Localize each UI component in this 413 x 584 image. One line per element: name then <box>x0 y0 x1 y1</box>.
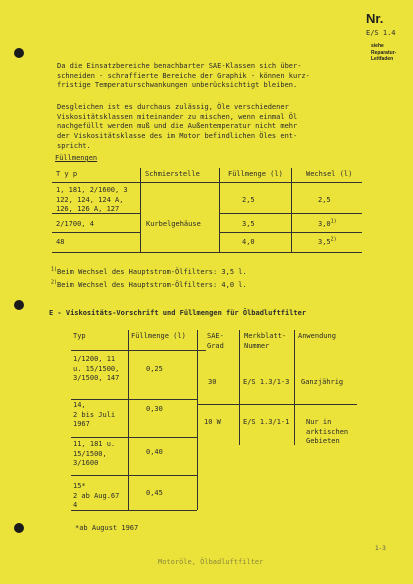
fill-footnote-1 <box>51 268 247 278</box>
punch-hole-bottom <box>14 523 24 533</box>
visc-row-4-menge: 0,45 <box>146 489 163 497</box>
visc-header-rule <box>71 350 206 351</box>
punch-hole-middle <box>14 300 24 310</box>
visc-header-anwendung: Anwendung <box>298 332 336 340</box>
fill-row-rule <box>52 232 140 233</box>
visc-group-1-anwendung: Ganzjährig <box>301 378 344 386</box>
footnote-mark: 1) <box>51 266 58 273</box>
visc-row-1-menge: 0,25 <box>146 365 163 373</box>
fill-bottom-rule <box>52 252 362 253</box>
fill-header-typ: T y p <box>56 170 78 178</box>
visc-header-fuellmenge: Füllmenge (l) <box>131 332 186 340</box>
visc-group-rule <box>197 404 357 405</box>
visc-row-1-typ: 1/1200, 11 u. 15/1500, 3/1500, 147 <box>73 355 120 382</box>
visc-col-rule <box>128 330 129 510</box>
visc-col-rule <box>294 330 295 445</box>
fill-col-rule <box>291 168 292 252</box>
intro-paragraph-2: Desgleichen ist es durchaus zulässig, Öle verschiedener Viskositätsklassen miteinander zu mischen, wenn einmal Öl nachgefüllt werden muß und die Außentemperatur nicht mehr der Viskositätsklasse des im Motor befindlichen Öles ent- spricht. <box>57 103 298 150</box>
fill-row-2-wechsel-value: 3,0 <box>318 220 331 228</box>
section-e-title: E - Viskositäts-Vorschrift und Füllmengen für Ölbadluftfilter <box>49 309 307 317</box>
fill-header-fuellmenge: Füllmenge (l) <box>228 170 283 178</box>
fill-col-rule <box>219 168 220 252</box>
fill-table-title: Füllmengen <box>55 154 98 162</box>
intro-paragraph-1: Da die Einsatzbereiche benachbarter SAE-Klassen sich über- schneiden - schraffierte Bereiche der Graphik - können kurz- fristige Temperaturschwankungen unberücksichtigt bleiben. <box>57 62 310 90</box>
fill-row-1-menge: 2,5 <box>242 196 255 204</box>
fill-row-3-menge: 4,0 <box>242 238 255 246</box>
visc-row-2-menge: 0,30 <box>146 405 163 413</box>
fill-header-rule <box>52 182 362 183</box>
fill-row-2-wechsel <box>318 220 337 230</box>
visc-header-typ: Typ <box>73 332 86 340</box>
fill-row-2-typ: 2/1700, 4 <box>56 220 94 228</box>
visc-row-4-typ: 15* 2 ab Aug.67 4 <box>73 482 120 509</box>
visc-row-rule <box>71 399 197 400</box>
fill-header-schmierstelle: Schmierstelle <box>145 170 200 178</box>
footer-title: Motoröle, Ölbadluftfilter <box>158 558 264 566</box>
footnote-mark: 2) <box>51 279 58 286</box>
fill-header-wechsel: Wechsel (l) <box>306 170 353 178</box>
fill-row-3-wechsel-value: 3,5 <box>318 238 331 246</box>
visc-header-merkblatt: Merkblatt- Nummer <box>244 332 287 350</box>
fill-row-3-typ: 48 <box>56 238 65 246</box>
footnote-text: Beim Wechsel des Hauptstrom-Ölfilters: 4,0 l. <box>57 281 247 289</box>
visc-header-sae: SAE- Grad <box>207 332 224 350</box>
footnote-mark: 2) <box>330 236 337 243</box>
visc-group-1-sae: 30 <box>208 378 217 386</box>
margin-note: siehe Reparatur- Leitfaden <box>371 43 397 62</box>
visc-group-1-merkblatt: E/S 1.3/1-3 <box>243 378 290 386</box>
footnote-mark: 1) <box>330 218 337 225</box>
visc-row-2-typ: 14, 2 bis Juli 1967 <box>73 401 116 428</box>
visc-col-rule <box>239 330 240 445</box>
visc-footnote: *ab August 1967 <box>75 524 139 532</box>
visc-row-3-menge: 0,40 <box>146 448 163 456</box>
visc-group-2-merkblatt: E/S 1.3/1-1 <box>243 418 290 426</box>
fill-row-3-wechsel <box>318 238 337 248</box>
fill-footnote-2 <box>51 281 247 291</box>
fill-row-1-wechsel: 2,5 <box>318 196 331 204</box>
nr-label: Nr. <box>366 11 384 26</box>
visc-group-2-anwendung: Nur in arktischen Gebieten <box>306 418 349 445</box>
visc-row-3-typ: 11, 181 u. 15/1500, 3/1600 <box>73 440 116 467</box>
fill-row-2-menge: 3,5 <box>242 220 255 228</box>
footnote-text: Beim Wechsel des Hauptstrom-Ölfilters: 3,5 l. <box>57 268 247 276</box>
visc-group-2-sae: 10 W <box>204 418 221 426</box>
document-ref: E/S 1.4 <box>366 29 396 37</box>
visc-row-rule <box>71 475 197 476</box>
fill-row-2-stelle: Kurbelgehäuse <box>146 220 201 228</box>
page-number: 1-3 <box>375 545 386 552</box>
visc-col-rule <box>197 330 198 510</box>
fill-col-rule <box>140 168 141 252</box>
fill-row-1-typ: 1, 181, 2/1600, 3 122, 124, 124 A, 126, 126 A, 127 <box>56 186 128 213</box>
punch-hole-top <box>14 48 24 58</box>
visc-row-rule <box>71 437 197 438</box>
